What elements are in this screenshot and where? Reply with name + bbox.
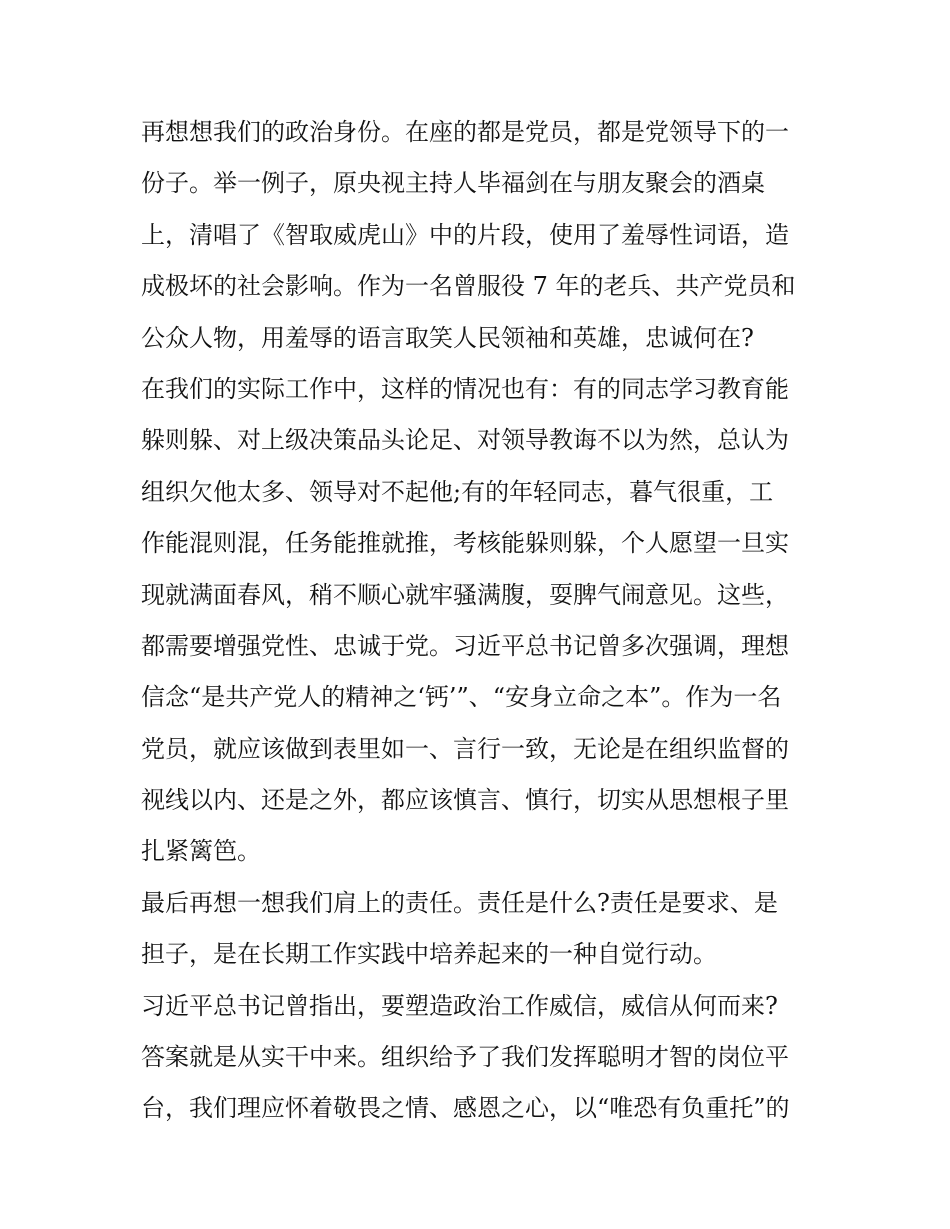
text-line: 习近平总书记曾指出，要塑造政治工作威信，威信从何而来? (141, 991, 778, 1020)
text-line: 公众人物，用羞辱的语言取笑人民领袖和英雄，忠诚何在? (141, 323, 754, 352)
text-line: 党员，就应该做到表里如一、言行一致，无论是在组织监督的 (141, 734, 789, 763)
text-line: 组织欠他太多、领导对不起他;有的年轻同志，暮气很重，工 (141, 477, 774, 506)
text-line: 作能混则混，任务能推就推，考核能躲则躲，个人愿望一旦实 (141, 529, 789, 558)
body-text (141, 107, 821, 1135)
text-line: 都需要增强党性、忠诚于党。习近平总书记曾多次强调，理想 (141, 631, 789, 660)
text-line: 担子，是在长期工作实践中培养起来的一种自觉行动。 (141, 940, 717, 969)
text-line: 答案就是从实干中来。组织给予了我们发挥聪明才智的岗位平 (141, 1043, 789, 1072)
text-line: 最后再想一想我们肩上的责任。责任是什么?责任是要求、是 (141, 888, 778, 917)
text-line: 在我们的实际工作中，这样的情况也有：有的同志学习教育能 (141, 374, 789, 403)
text-line: 再想想我们的政治身份。在座的都是党员，都是党领导下的一 (141, 118, 789, 146)
text-line: 信念“是共产党人的精神之‘钙’”、“安身立命之本”。作为一名 (141, 683, 782, 712)
text-line: 成极坏的社会影响。作为一名曾服役 7 年的老兵、共产党员和 (141, 272, 796, 301)
text-line: 台，我们理应怀着敬畏之情、感恩之心，以“唯恐有负重托”的 (141, 1094, 790, 1123)
text-line: 躲则躲、对上级决策品头论足、对领导教诲不以为然，总认为 (141, 426, 789, 455)
text-line: 上，清唱了《智取威虎山》中的片段，使用了羞辱性词语，造 (141, 220, 789, 249)
text-line: 视线以内、还是之外，都应该慎言、慎行，切实从思想根子里 (141, 786, 789, 815)
text-line: 扎紧篱笆。 (141, 837, 261, 866)
text-line: 现就满面春风，稍不顺心就牢骚满腹，耍脾气闹意见。这些， (141, 580, 789, 609)
text-line: 份子。举一例子，原央视主持人毕福剑在与朋友聚会的酒桌 (141, 169, 765, 198)
